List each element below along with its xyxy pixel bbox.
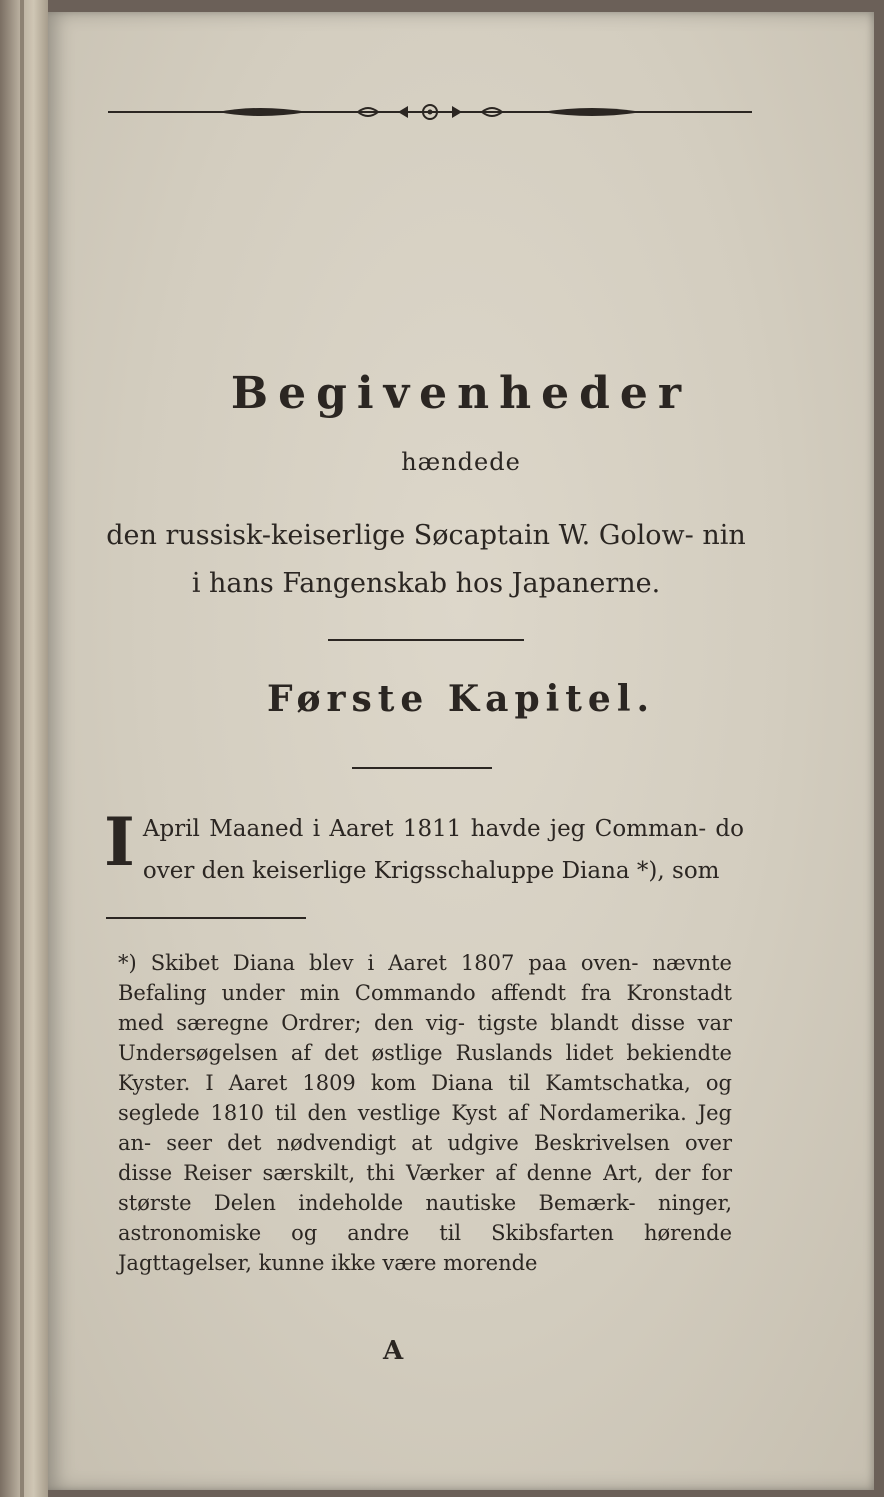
signature-mark: A	[383, 1336, 404, 1366]
body-text: April Maaned i Aaret 1811 havde jeg Comman- do over den keiserlige Krigsschaluppe Diana *), som	[142, 816, 744, 884]
page-title: Begivenheder	[230, 368, 692, 419]
binding-edge	[20, 0, 24, 1497]
body-paragraph	[104, 803, 744, 892]
divider-rule	[352, 767, 492, 769]
footnote: *) Skibet Diana blev i Aaret 1807 paa oven- nævnte Befaling under min Commando affendt fra Kronstadt med særegne Ordrer; den vig- tigste blandt disse var Undersøgelsen af det østlige Ruslands lidet bekiendte Kyster. I Aaret 1809 kom Diana til Kamtschatka, og seglede 1810 til den vestlige Kyst af Nordamerika. Jeg an- seer det nødvendigt at udgive Beskrivelsen over disse Reiser særskilt, thi Værker af denne Art, der for største Delen indeholde nautiske Bemærk- ninger, astronomiske og andre til Skibsfarten hørende Jagttagelser, kunne ikke være morende	[118, 951, 732, 1275]
footnote-rule	[106, 917, 306, 919]
drop-cap: I	[104, 803, 135, 881]
divider-rule	[328, 639, 524, 641]
title-description: den russisk-keiserlige Søcaptain W. Golow- nin i hans Fangenskab hos Japanerne.	[106, 520, 746, 599]
chapter-heading: Første Kapitel.	[266, 678, 656, 720]
book-binding	[0, 0, 48, 1497]
page-subtitle: hændede	[401, 448, 521, 476]
ornament-rule-icon	[108, 100, 752, 124]
book-page	[48, 12, 874, 1490]
